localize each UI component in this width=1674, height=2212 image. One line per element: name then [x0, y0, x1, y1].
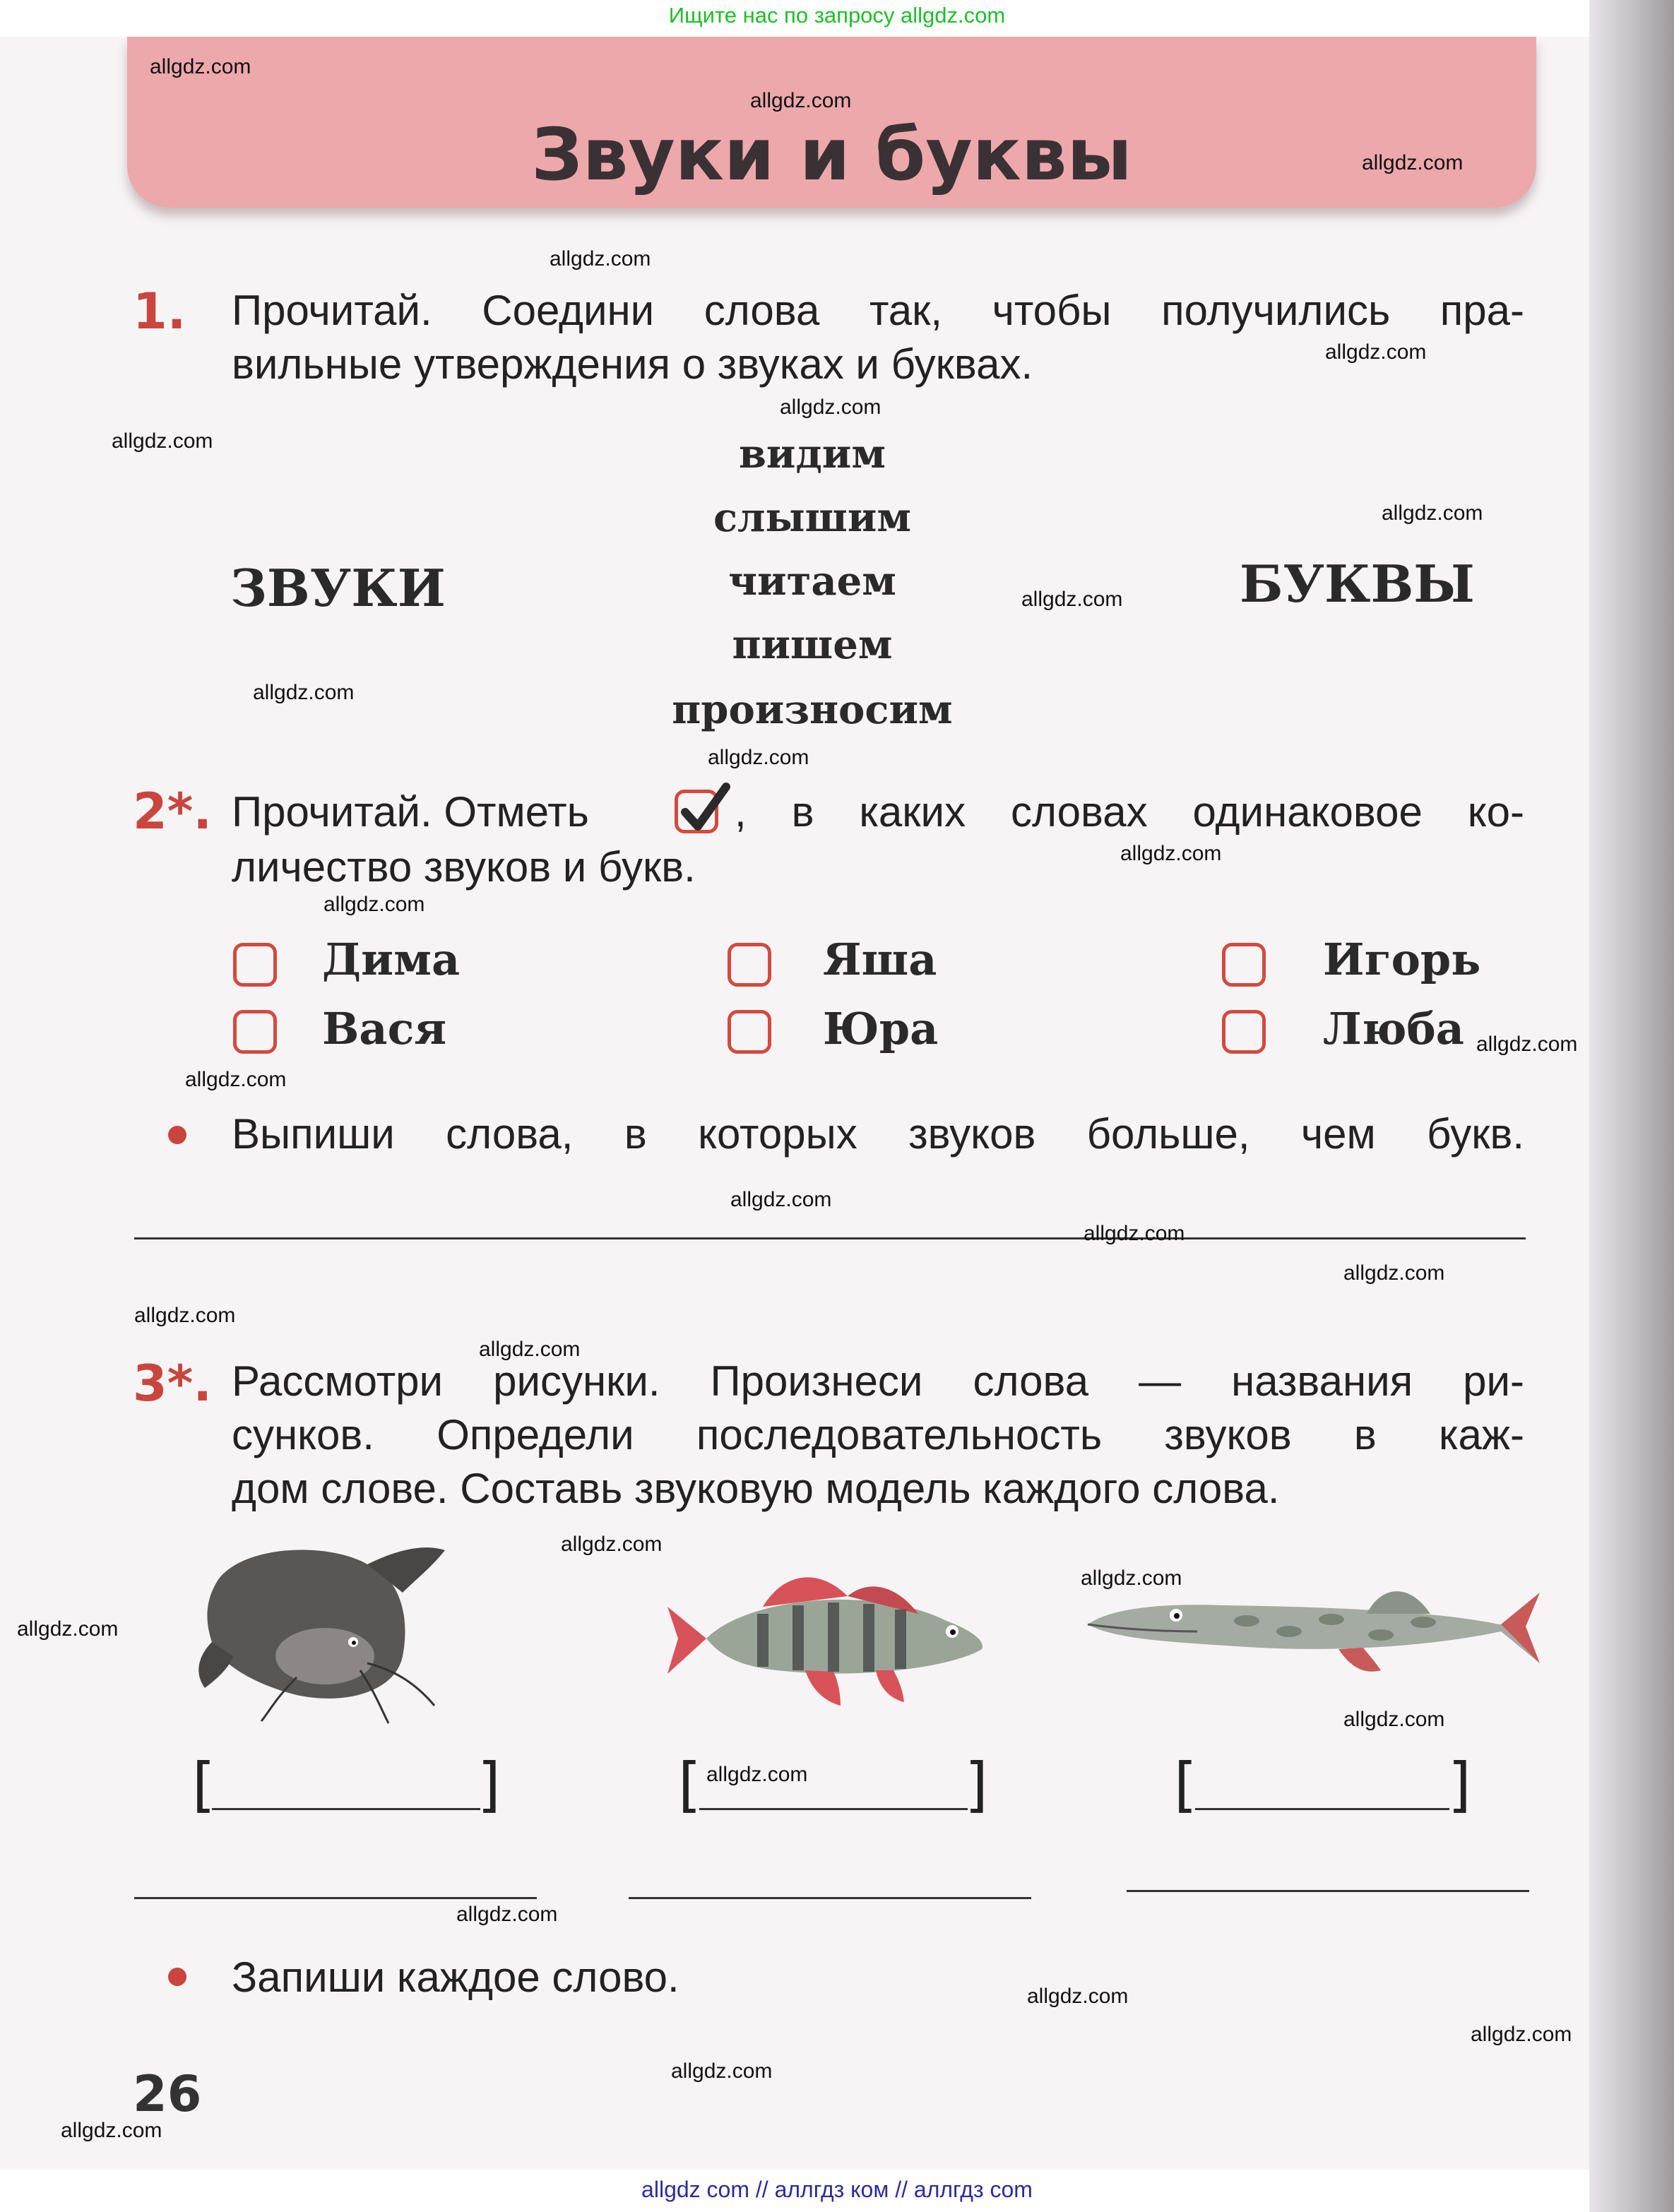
- task1-text-line1: Прочитай. Соедини слова так, чтобы получились пра-: [232, 287, 1524, 334]
- watermark: allgdz.com: [730, 1188, 832, 1211]
- watermark: allgdz.com: [1476, 1033, 1578, 1056]
- watermark: allgdz.com: [1325, 340, 1427, 364]
- word-letters: БУКВЫ: [1240, 554, 1475, 614]
- verb-see: видим: [739, 431, 886, 477]
- name-igor: Игорь: [1323, 934, 1481, 985]
- task2-text-line2: личество звуков и букв.: [232, 843, 696, 891]
- page-number: 26: [133, 2065, 202, 2123]
- check-mark-icon: [677, 780, 733, 836]
- task2-text-after: , в каких словах одинаковое ко-: [735, 788, 1524, 836]
- checkbox-igor[interactable]: [1222, 943, 1266, 987]
- perch-icon: [664, 1557, 996, 1720]
- watermark: allgdz.com: [323, 893, 425, 916]
- name-vasya: Вася: [322, 1003, 447, 1054]
- watermark: allgdz.com: [1471, 2023, 1572, 2046]
- model-line-3[interactable]: [1195, 1808, 1449, 1810]
- word-line-1[interactable]: [134, 1897, 537, 1899]
- bracket-close-2: ]: [965, 1750, 988, 1819]
- watermark: allgdz.com: [780, 396, 881, 419]
- answer-line[interactable]: [134, 1237, 1526, 1239]
- name-yasha: Яша: [823, 934, 937, 985]
- task3-text-line2: сунков. Определи последовательность звуков в каж-: [232, 1411, 1524, 1458]
- checkbox-dima[interactable]: [233, 943, 277, 987]
- checkbox-vasya[interactable]: [233, 1010, 277, 1054]
- checkbox-lyuba[interactable]: [1222, 1010, 1266, 1054]
- task3-bullet-text: Запиши каждое слово.: [232, 1954, 679, 2001]
- bracket-open-2: [: [678, 1750, 701, 1819]
- checkbox-yasha[interactable]: [728, 943, 771, 987]
- watermark: allgdz.com: [1382, 501, 1483, 525]
- word-sounds: ЗВУКИ: [230, 558, 446, 618]
- task3-text-line1: Рассмотри рисунки. Произнеси слова — названия ри-: [232, 1357, 1524, 1405]
- watermark: allgdz.com: [253, 681, 355, 704]
- watermark: allgdz.com: [561, 1533, 663, 1556]
- watermark: allgdz.com: [708, 746, 809, 769]
- watermark: allgdz.com: [61, 2119, 162, 2142]
- bullet: [168, 1968, 186, 1986]
- verb-hear: слышим: [713, 494, 912, 541]
- bullet: [168, 1126, 186, 1144]
- model-line-1[interactable]: [212, 1808, 480, 1810]
- watermark: allgdz.com: [1027, 1985, 1129, 2008]
- task3-text-line3: дом слове. Составь звуковую модель каждого слова.: [232, 1465, 1280, 1512]
- watermark: allgdz.com: [150, 55, 251, 78]
- task1-text-line2: вильные утверждения о звуках и буквах.: [232, 340, 1033, 388]
- watermark: allgdz.com: [17, 1617, 119, 1641]
- watermark: allgdz.com: [1081, 1566, 1182, 1590]
- page-title: Звуки и буквы: [531, 113, 1132, 197]
- verb-write: пишем: [732, 622, 893, 668]
- checkbox-yura[interactable]: [728, 1010, 771, 1054]
- catfish-icon: [191, 1536, 459, 1727]
- word-line-2[interactable]: [629, 1897, 1031, 1899]
- watermark: allgdz.com: [706, 1763, 808, 1786]
- watermark: allgdz.com: [185, 1068, 287, 1091]
- task1-number: 1.: [133, 283, 186, 340]
- word-line-3[interactable]: [1127, 1890, 1529, 1892]
- task2-number: 2*.: [133, 783, 212, 840]
- watermark: allgdz.com: [1120, 842, 1222, 865]
- verb-pronounce: произносим: [672, 686, 953, 733]
- book-spine: [1589, 0, 1674, 2212]
- watermark: allgdz.com: [1343, 1708, 1445, 1731]
- bracket-open-3: [: [1174, 1750, 1197, 1819]
- verb-read: читаем: [728, 558, 896, 605]
- watermark: allgdz.com: [671, 2059, 773, 2083]
- bottom-notice: allgdz com // аллгдз ком // аллгдз com: [641, 2177, 1033, 2202]
- bracket-close-1: ]: [477, 1750, 501, 1819]
- name-yura: Юра: [823, 1003, 939, 1054]
- watermark: allgdz.com: [1362, 151, 1464, 174]
- name-lyuba: Люба: [1323, 1003, 1464, 1054]
- task2-text-before: Прочитай. Отметь: [232, 788, 589, 836]
- watermark: allgdz.com: [750, 89, 852, 112]
- watermark: allgdz.com: [112, 429, 213, 453]
- task2-bullet-text: Выпиши слова, в которых звуков больше, чем букв.: [232, 1110, 1524, 1158]
- bracket-open-1: [: [192, 1750, 215, 1819]
- watermark: allgdz.com: [550, 247, 651, 270]
- watermark: allgdz.com: [456, 1903, 558, 1926]
- watermark: allgdz.com: [1343, 1261, 1445, 1285]
- top-notice: Ищите нас по запросу allgdz.com: [668, 3, 1006, 28]
- task3-number: 3*.: [133, 1355, 212, 1413]
- watermark: allgdz.com: [479, 1338, 581, 1361]
- name-dima: Дима: [322, 934, 461, 985]
- bracket-close-3: ]: [1448, 1750, 1471, 1819]
- model-line-2[interactable]: [699, 1808, 968, 1810]
- watermark: allgdz.com: [1021, 588, 1123, 611]
- watermark: allgdz.com: [134, 1304, 236, 1327]
- watermark: allgdz.com: [1084, 1222, 1185, 1245]
